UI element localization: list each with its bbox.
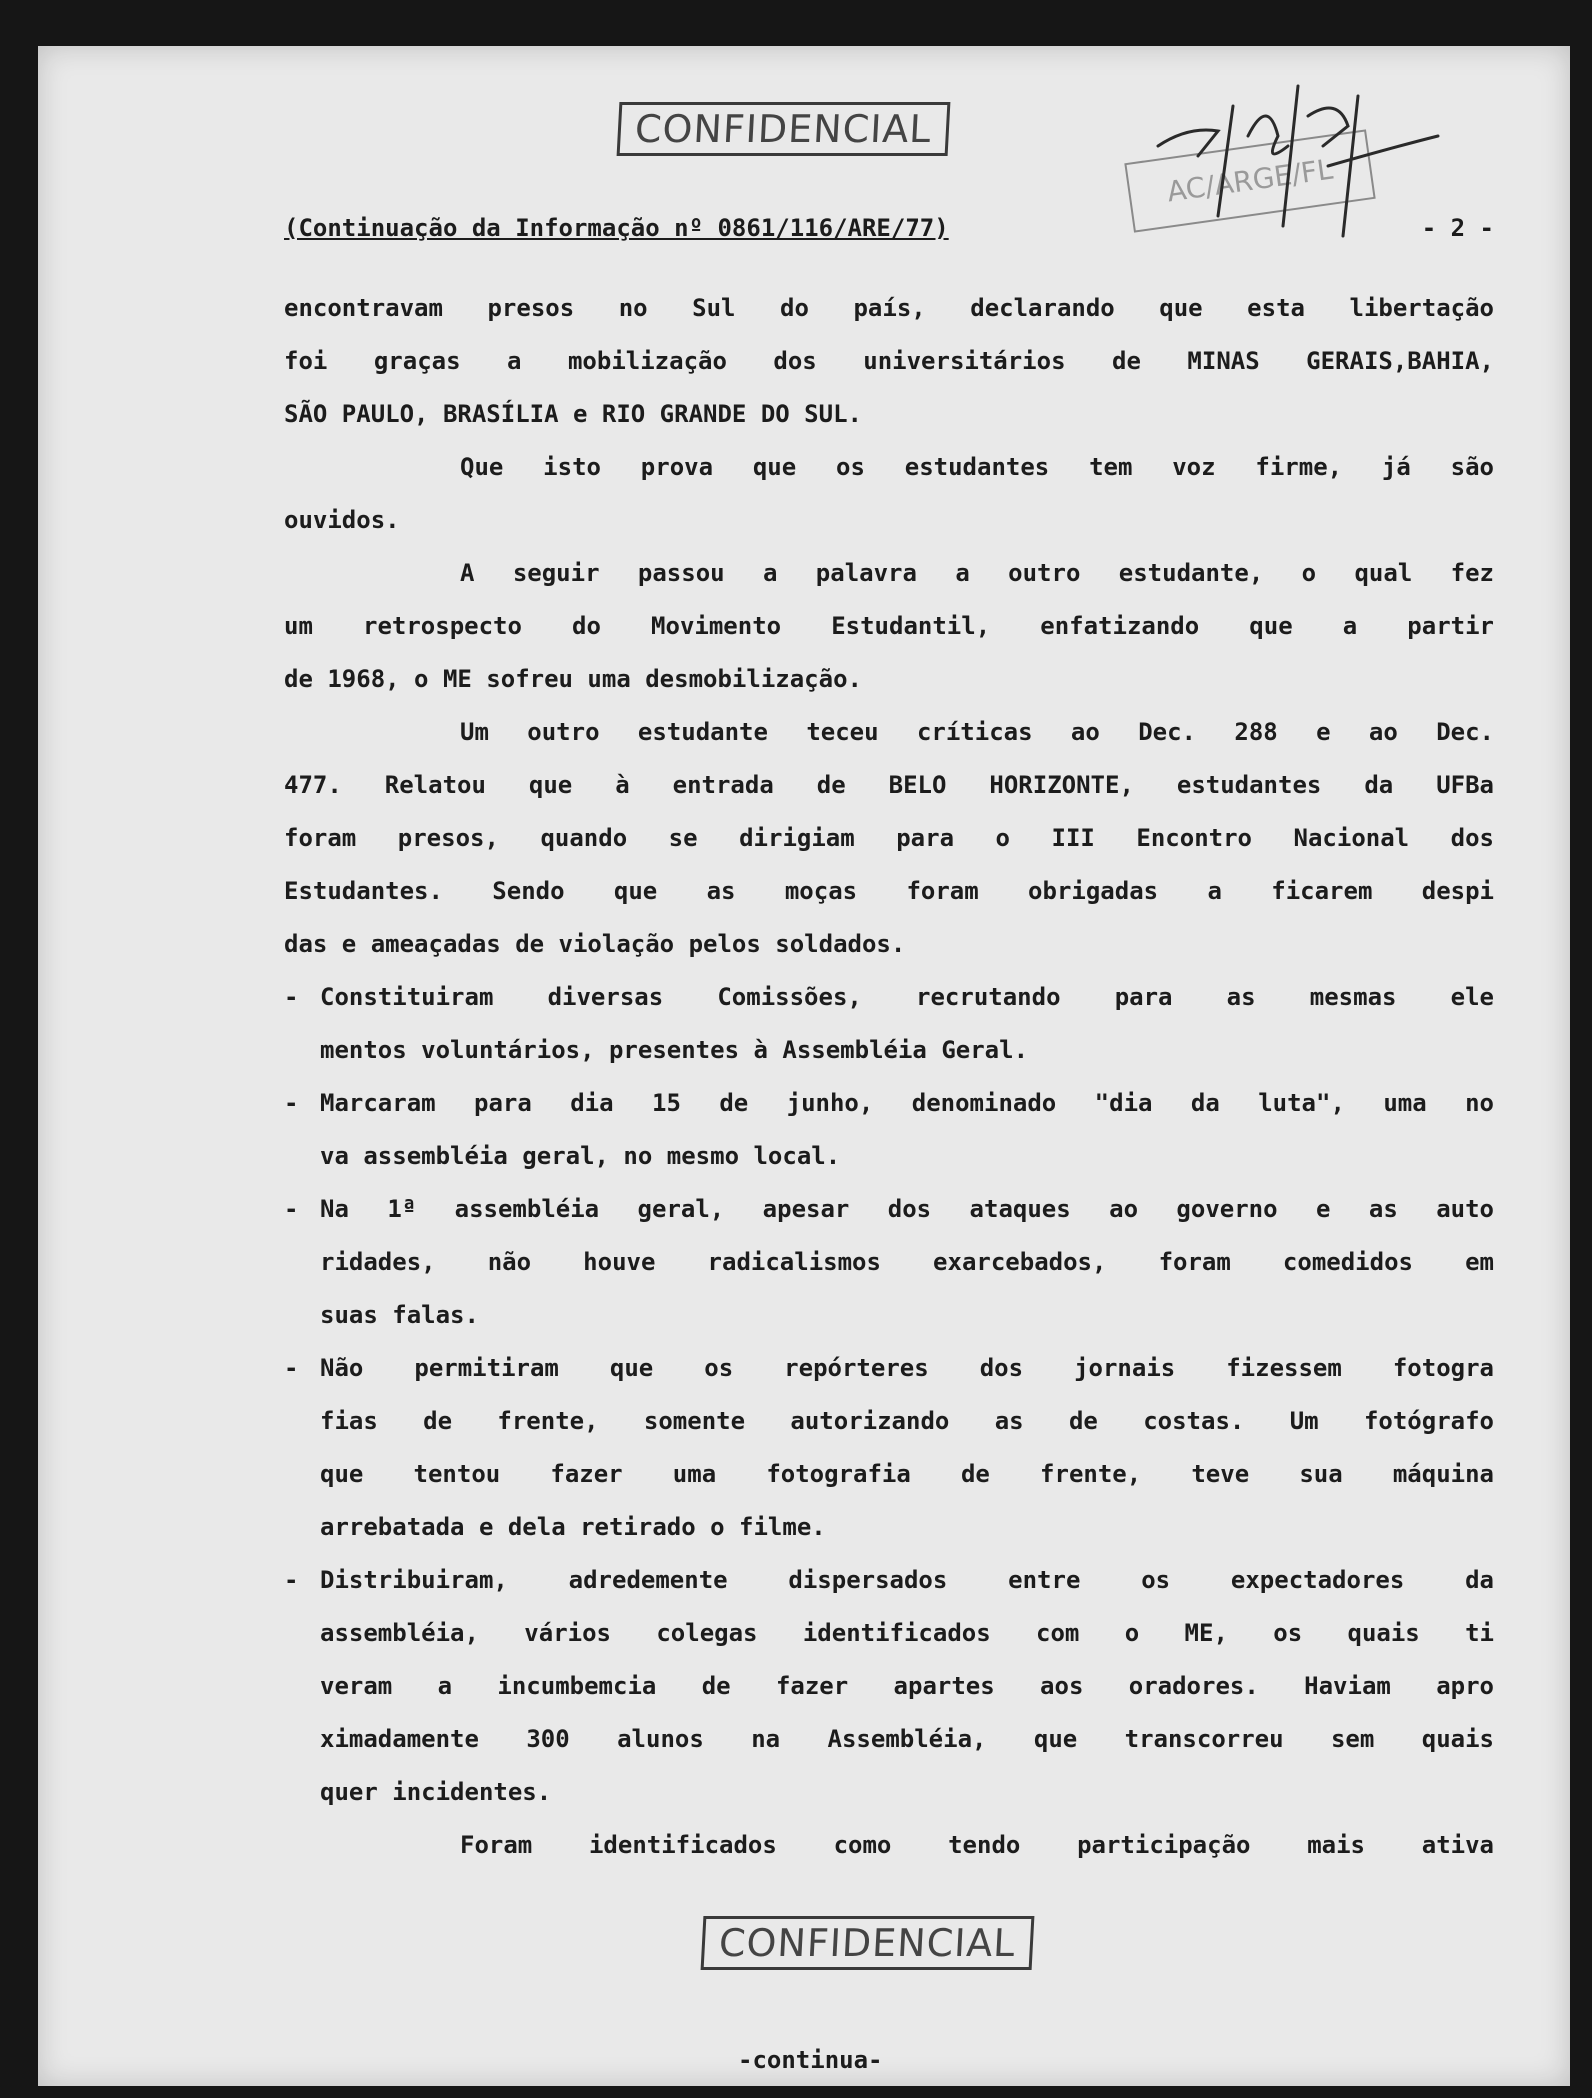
confidential-stamp-top: CONFIDENCIAL bbox=[617, 102, 950, 156]
bullet-dash: - bbox=[284, 1354, 299, 1382]
bullet-continuation: quer incidentes. bbox=[320, 1778, 552, 1806]
document-header bbox=[284, 214, 1494, 242]
text-line: foram presos, quando se dirigiam para o III Encontro Nacional dos bbox=[284, 824, 1494, 852]
bullet-item bbox=[284, 1077, 1494, 1130]
bullet-text: Não permitiram que os repórteres dos jornais fizessem fotogra bbox=[320, 1354, 1494, 1382]
bullet-item bbox=[284, 971, 1494, 1024]
page-number: - 2 - bbox=[1421, 214, 1494, 242]
bullet-dash: - bbox=[284, 983, 299, 1011]
text-line: encontravam presos no Sul do país, declarando que esta libertação bbox=[284, 294, 1494, 322]
bullet-continuation: va assembléia geral, no mesmo local. bbox=[320, 1142, 841, 1170]
bullet-text: Na 1ª assembléia geral, apesar dos ataques ao governo e as auto bbox=[320, 1195, 1494, 1223]
text-line: foi graças a mobilização dos universitários de MINAS GERAIS,BAHIA, bbox=[284, 347, 1494, 375]
bullet-continuation: ridades, não houve radicalismos exarcebados, foram comedidos em bbox=[320, 1248, 1494, 1276]
bullet-dash: - bbox=[284, 1566, 299, 1594]
bullet-continuation: suas falas. bbox=[320, 1301, 479, 1329]
text-line: das e ameaçadas de violação pelos soldados. bbox=[284, 930, 906, 958]
text-line: um retrospecto do Movimento Estudantil, enfatizando que a partir bbox=[284, 612, 1494, 640]
bullet-text: Constituiram diversas Comissões, recrutando para as mesmas ele bbox=[320, 983, 1494, 1011]
reference-stamp: AC/ARGE/FL bbox=[1124, 129, 1375, 232]
confidential-stamp-bottom: CONFIDENCIAL bbox=[701, 1916, 1034, 1970]
document-body bbox=[284, 282, 1494, 1872]
bullet-text: Marcaram para dia 15 de junho, denominado "dia da luta", uma no bbox=[320, 1089, 1494, 1117]
bullet-dash: - bbox=[284, 1089, 299, 1117]
bullet-continuation: arrebatada e dela retirado o filme. bbox=[320, 1513, 826, 1541]
bullet-continuation: fias de frente, somente autorizando as de costas. Um fotógrafo bbox=[320, 1407, 1494, 1435]
bullet-continuation: que tentou fazer uma fotografia de frente, teve sua máquina bbox=[320, 1460, 1494, 1488]
document-page bbox=[38, 46, 1570, 2086]
text-line: de 1968, o ME sofreu uma desmobilização. bbox=[284, 665, 862, 693]
bullet-continuation: assembléia, vários colegas identificados com o ME, os quais ti bbox=[320, 1619, 1494, 1647]
bullet-item bbox=[284, 1554, 1494, 1607]
bullet-continuation: mentos voluntários, presentes à Assembléia Geral. bbox=[320, 1036, 1029, 1064]
bullet-continuation: ximadamente 300 alunos na Assembléia, que transcorreu sem quais bbox=[320, 1725, 1494, 1753]
paragraph-start: Um outro estudante teceu críticas ao Dec. 288 e ao Dec. bbox=[460, 718, 1494, 746]
text-line: 477. Relatou que à entrada de BELO HORIZONTE, estudantes da UFBa bbox=[284, 771, 1494, 799]
bullet-item bbox=[284, 1342, 1494, 1395]
paragraph-start: A seguir passou a palavra a outro estudante, o qual fez bbox=[460, 559, 1494, 587]
text-line: ouvidos. bbox=[284, 506, 400, 534]
bullet-item bbox=[284, 1183, 1494, 1236]
bullet-continuation: veram a incumbemcia de fazer apartes aos oradores. Haviam apro bbox=[320, 1672, 1494, 1700]
paragraph-start: Foram identificados como tendo participação mais ativa bbox=[460, 1831, 1494, 1859]
paragraph-start: Que isto prova que os estudantes tem voz firme, já são bbox=[460, 453, 1494, 481]
text-line: SÃO PAULO, BRASÍLIA e RIO GRANDE DO SUL. bbox=[284, 400, 862, 428]
reference-line: (Continuação da Informação nº 0861/116/ARE/77) bbox=[284, 214, 949, 242]
bullet-dash: - bbox=[284, 1195, 299, 1223]
bullet-text: Distribuiram, adredemente dispersados entre os expectadores da bbox=[320, 1566, 1494, 1594]
continuation-note: -continua- bbox=[738, 2046, 883, 2074]
text-line: Estudantes. Sendo que as moças foram obrigadas a ficarem despi bbox=[284, 877, 1494, 905]
